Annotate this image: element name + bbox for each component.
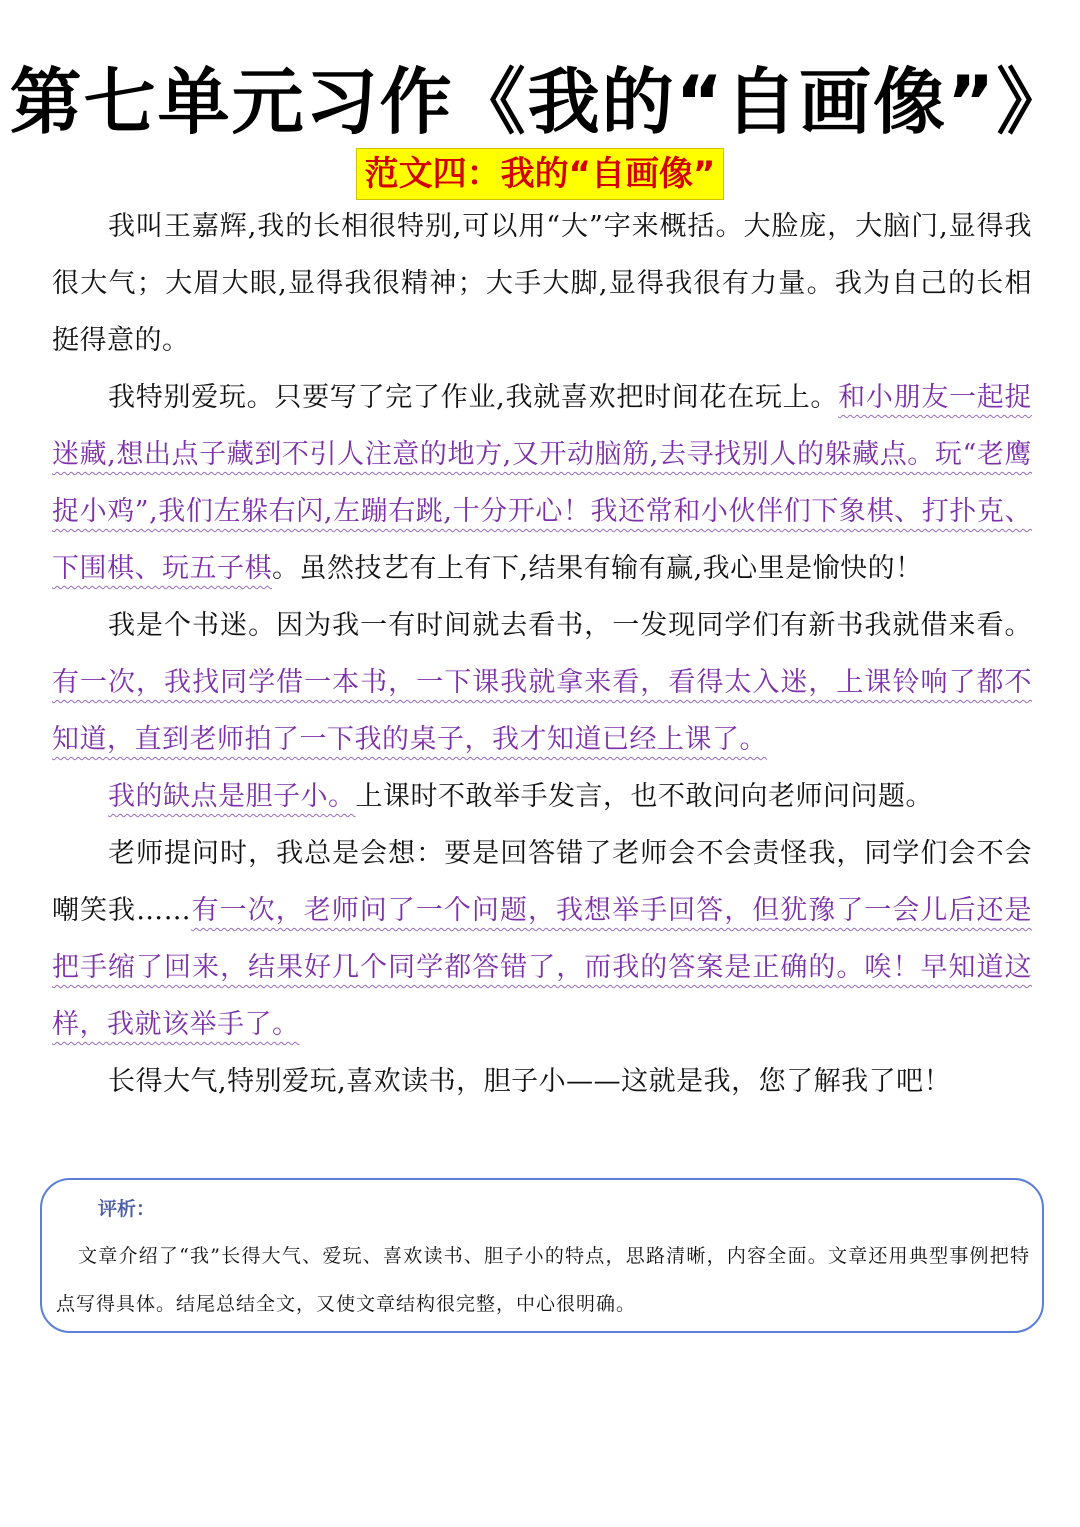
paragraph-text: 我特别爱玩。只要写了完了作业,我就喜欢把时间花在玩上。 xyxy=(108,382,839,413)
page-title: 第七单元习作《我的“自画像”》 xyxy=(9,60,1071,144)
review-title: 评析： xyxy=(98,1198,156,1220)
paragraph-conclusion xyxy=(52,1053,1032,1110)
paragraph-text: 长得大气,特别爱玩,喜欢读书，胆子小——这就是我，您了解我了吧！ xyxy=(108,1066,952,1097)
paragraph-text: 我是个书迷。因为我一有时间就去看书，一发现同学们有新书我就借来看。 xyxy=(108,610,1032,641)
paragraph-appearance xyxy=(52,198,1032,369)
paragraph-text: 我叫王嘉辉,我的长相很特别,可以用“大”字来概括。大脸庞，大脑门,显得我很大气；大眉大眼,显得我很精神；大手大脚,显得我很有力量。我为自己的长相挺得意的。 xyxy=(52,211,1032,356)
review-box xyxy=(40,1178,1044,1333)
paragraph-text: 老师提问时，我总是会想：要是回答错了老师会不会责怪我，同学们会不会嘲笑我…… xyxy=(52,838,1032,926)
subtitle-container xyxy=(0,148,1080,200)
subtitle-banner: 范文四：我的“自画像” xyxy=(356,148,725,200)
highlighted-example: 有一次，老师问了一个问题，我想举手回答，但犹豫了一会儿后还是把手缩了回来，结果好几个同学都答错了，而我的答案是正确的。唉！早知道这样，我就该举手了。 xyxy=(52,895,1033,1040)
paragraph-text: 上课时不敢举手发言，也不敢问向老师问问题。 xyxy=(355,781,933,812)
highlighted-example: 有一次，我找同学借一本书，一下课我就拿来看，看得太入迷，上课铃响了都不知道，直到老师拍了一下我的桌子，我才知道已经上课了。 xyxy=(52,667,1032,755)
review-text: 文章介绍了“我”长得大气、爱玩、喜欢读书、胆子小的特点，思路清晰，内容全面。文章还用典型事例把特点写得具体。结尾总结全文，又使文章结构很完整，中心很明确。 xyxy=(56,1245,1030,1315)
highlighted-example: 我的缺点是胆子小。 xyxy=(108,781,356,812)
paragraph-reading xyxy=(52,597,1032,768)
paragraph-hesitation xyxy=(52,825,1032,1053)
highlighted-example: 和小朋友一起捉迷藏,想出点子藏到不引人注意的地方,又开动脑筋,去寻找别人的躲藏点。玩“老鹰捉小鸡”,我们左躲右闪,左蹦右跳,十分开心！我还常和小伙伴们下象棋、打扑克、下围棋、玩五子棋 xyxy=(52,382,1033,584)
paragraph-text: 。虽然技艺有上有下,结果有输有赢,我心里是愉快的！ xyxy=(272,553,923,584)
essay-body xyxy=(52,198,1032,1110)
paragraph-shortcoming xyxy=(52,768,1032,825)
paragraph-play xyxy=(52,369,1032,597)
